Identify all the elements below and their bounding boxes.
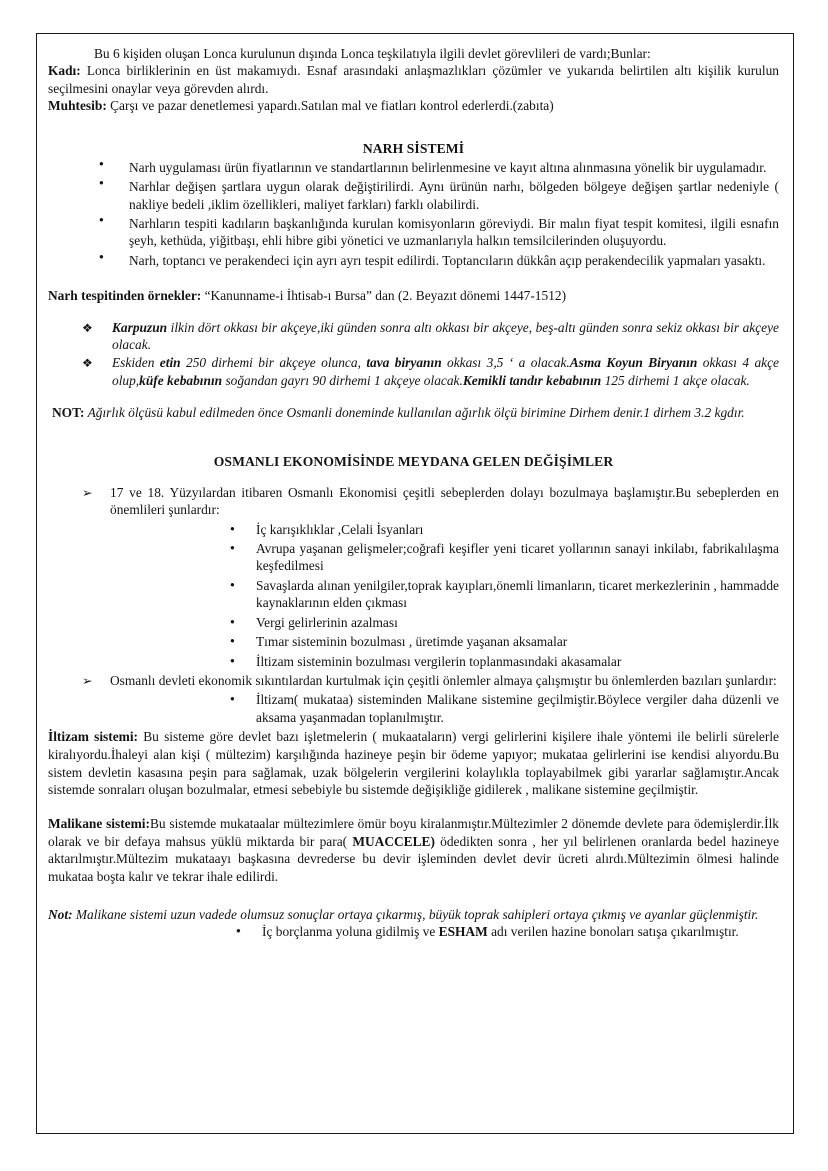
kadi-label: Kadı: xyxy=(48,63,81,79)
example-item-1 xyxy=(112,319,779,354)
seg: 125 dirhemi 1 akçe olacak. xyxy=(601,372,750,388)
diamond-bullet-icon xyxy=(82,354,112,372)
list-item xyxy=(48,672,779,689)
cause-text: Avrupa yaşanan gelişmeler;coğrafi keşifler yeni ticaret yollarının sanayi inkilabı, fabrikalılaşma keşfedilmesi xyxy=(256,541,779,574)
seg: küfe kebabının xyxy=(139,372,223,388)
final-note-paragraph xyxy=(48,906,779,924)
disc-bullet-icon xyxy=(230,633,256,650)
seg: Asma Koyun Biryanın xyxy=(569,355,698,371)
narh-bullet-list xyxy=(48,159,779,270)
document-page xyxy=(36,33,794,1134)
osmanli-arrow-text-2: Osmanlı devleti ekonomik sıkıntılardan kurtulmak için çeşitli önlemler almaya çalışmıştır bu önlemlerden bazıları şunlardır: xyxy=(110,672,777,688)
final-note-text: Malikane sistemi uzun vadede olumsuz sonuçlar ortaya çıkarmış, büyük toprak sahipleri ortaya çıkmış ve ayanlar güçlenmiştir. xyxy=(72,906,759,922)
narh-bullet-text: Narhlar değişen şartlara uygun olarak değiştirilirdi. Aynı ürünün narhı, bölgeden bölgeye değişen şartlar nedeniyle ( nakliye bedeli ,iklim özellikleri, maliyet farkları) farklı olabilirdi. xyxy=(129,179,779,212)
malikane-text-2: ödedikten sonra , her yıl belirlenen oranlarda bedel hazineye aktarılmıştır.Mültezim mukataayı başkasına devrederse bu devir işleminden devlet devir ücreti alırdı.Mültezimin ölmesi halinde mukataa boşta kalır ve tekrar ihale edilirdi. xyxy=(48,833,780,885)
esham-pre: İç borçlanma yoluna gidilmiş ve xyxy=(262,924,439,940)
list-item xyxy=(48,923,779,940)
list-item xyxy=(48,159,779,176)
cause-text: İç karışıklıklar ,Celali İsyanları xyxy=(256,521,424,537)
list-item xyxy=(48,319,779,354)
examples-bullet-list xyxy=(48,319,779,390)
seg: soğandan gayrı 90 dirhemi 1 akçeye olacak. xyxy=(222,372,463,388)
osmanli-measures-list xyxy=(48,691,779,726)
list-item xyxy=(48,252,779,269)
muaccele-term: MUACCELE) xyxy=(347,833,435,849)
esham-term: ESHAM xyxy=(438,924,488,940)
disc-bullet-icon xyxy=(99,215,129,229)
malikane-label: Malikane sistemi: xyxy=(48,815,150,831)
weight-note-text: Ağırlık ölçüsü kabul edilmeden önce Osmanli doneminde kullanılan ağırlık ölçü birimine Dirhem denir.1 dirhem 3.2 kgdır. xyxy=(84,405,745,421)
list-item xyxy=(48,633,779,650)
example-item-2 xyxy=(112,354,779,389)
document-content xyxy=(37,34,793,941)
disc-bullet-icon xyxy=(236,923,262,940)
list-item xyxy=(48,354,779,389)
disc-bullet-icon xyxy=(230,577,256,594)
esham-list xyxy=(48,923,779,940)
osmanli-causes-list xyxy=(48,521,779,670)
osmanli-arrow-text-1: 17 ve 18. Yüzyılardan itibaren Osmanlı Ekonomisi çeşitli sebeplerden dolayı bozulmaya başlamıştır.Bu sebeplerden en önemlileri şunlardır: xyxy=(110,484,779,518)
list-item xyxy=(48,577,779,612)
muhtesib-label: Muhtesib: xyxy=(48,98,107,114)
disc-bullet-icon xyxy=(230,691,256,708)
list-item xyxy=(48,178,779,213)
diamond-bullet-icon xyxy=(82,319,112,337)
list-item xyxy=(48,521,779,538)
list-item xyxy=(48,614,779,631)
list-item xyxy=(48,215,779,250)
kadi-paragraph xyxy=(48,62,779,97)
list-item xyxy=(48,653,779,670)
osmanli-section-title: OSMANLI EKONOMİSİNDE MEYDANA GELEN DEĞİŞİMLER xyxy=(213,453,614,469)
disc-bullet-icon xyxy=(230,614,256,631)
seg: etin xyxy=(159,355,181,371)
final-note-label: Not: xyxy=(48,906,73,922)
list-item xyxy=(48,540,779,575)
seg: okkası 3,5 ‘ a olacak. xyxy=(441,355,570,371)
weight-note-label: NOT: xyxy=(52,405,85,421)
weight-note xyxy=(48,404,779,421)
intro-first-line: Bu 6 kişiden oluşan Lonca kurulunun dışında Lonca teşkilatıyla ilgili devlet görevlileri de vardı;Bunlar: xyxy=(94,46,651,61)
iltizam-text: Bu sisteme göre devlet bazı işletmelerin ( mukaataların) vergi gelirlerini kişilere ihale yöntemi ile belirli sürelerle kiralıyordu.İhaleyi alan kişi ( mültezim) karşılığında hazineye peşin bir ödeme yapıyor; mukataa gelirlerini ise kendisi alıyordu.Bu sistem devletin kasasına peşin para sağlamak, uzak bölgelerin vergilerini kolaylıkla toplayabilmek gibi yararlar sağlamıştır.Ancak sistemde sonraları oluşan bozulmalar, etmesi sebebiyle bu sistemde değişikliğe gidilerek , malikane sistemine geçilmiştir. xyxy=(48,729,780,798)
esham-text xyxy=(262,923,779,940)
list-item xyxy=(48,484,779,519)
narh-section-title: NARH SİSTEMİ xyxy=(362,140,465,156)
narh-bullet-text: Narhların tespiti kadıların başkanlığında kurulan komisyonların göreviydi. Bir malın fiyat tespit komitesi, ilgili esnafın şeyh, kethüda, yiğitbaşı, ehli hibre gibi yönetici ve uzmanlarıyla halkın temsilcilerinden oluşuyordu. xyxy=(129,215,779,249)
narh-bullet-text: Narh uygulaması ürün fiyatlarının ve standartlarının belirlenmesine ve kayıt altına alınmasına yönelik bir uygulamadır. xyxy=(129,159,767,175)
narh-bullet-text: Narh, toptancı ve perakendeci için ayrı ayrı tespit edilirdi. Toptancıların dükkân açıp perakendecilik yapmaları yasaktı. xyxy=(129,252,766,268)
kadi-text: Lonca birliklerinin en üst makamıydı. Esnaf arasındaki anlaşmazlıkları çözümler ve yukarıda belirtilen altı kişilik kurulun seçilmesini onaylar veya görevden alırdı. xyxy=(48,63,779,96)
seg: 250 dirhemi bir akçeye olunca, xyxy=(180,355,367,371)
list-item xyxy=(48,691,779,726)
seg: Kemikli tandır kebabının xyxy=(462,372,602,388)
osmanli-arrow-list-1 xyxy=(48,484,779,519)
cause-text: Vergi gelirlerinin azalması xyxy=(256,614,398,630)
esham-post: adı verilen hazine bonoları satışa çıkarılmıştır. xyxy=(487,924,739,940)
seg: okkası 4 akçe olup, xyxy=(112,355,779,388)
iltizam-paragraph xyxy=(48,728,779,799)
measure-text: İltizam( mukataa) sisteminden Malikane sistemine geçilmiştir.Böylece vergiler daha düzenli ve aksama yaşanmadan toplanılmıştır. xyxy=(256,692,779,725)
seg: tava biryanın xyxy=(366,355,442,371)
disc-bullet-icon xyxy=(230,653,256,670)
disc-bullet-icon xyxy=(230,521,256,538)
example-1-lead: Karpuzun xyxy=(112,319,168,335)
example-1-rest: ilkin dört okkası bir akçeye,iki günden sonra altı okkası bir akçeye, beş-altı günden sonra sekiz okkası bir akçeye olacak. xyxy=(112,319,779,353)
disc-bullet-icon xyxy=(99,178,129,192)
examples-heading xyxy=(48,287,779,304)
malikane-text-1: Bu sistemde mukataalar mültezimlere ömür boyu kiralanmıştır.Mültezimler 2 dönemde devlete para ödemişlerdir.İlk olarak ve bir defaya mahsus yüklü miktarda bir para( xyxy=(48,815,779,849)
muhtesib-paragraph xyxy=(48,97,779,114)
seg: Eskiden xyxy=(112,355,160,371)
disc-bullet-icon xyxy=(230,540,256,557)
muhtesib-text: Çarşı ve pazar denetlemesi yapardı.Satılan mal ve fiatları kontrol ederlerdi.(zabıta) xyxy=(106,98,554,114)
disc-bullet-icon xyxy=(99,159,129,173)
disc-bullet-icon xyxy=(99,252,129,266)
examples-heading-rest: “Kanunname-i İhtisab-ı Bursa” dan (2. Beyazıt dönemi 1447-1512) xyxy=(201,288,567,304)
arrow-bullet-icon xyxy=(82,484,110,501)
iltizam-label: İltizam sistemi: xyxy=(48,729,139,745)
cause-text: Tımar sisteminin bozulması , üretimde yaşanan aksamalar xyxy=(256,634,568,650)
arrow-bullet-icon xyxy=(82,672,110,689)
malikane-paragraph xyxy=(48,815,779,886)
cause-text: İltizam sisteminin bozulması vergilerin toplanmasındaki akasamalar xyxy=(256,653,622,669)
cause-text: Savaşlarda alınan yenilgiler,toprak kayıpları,önemli limanların, ticaret merkezlerinin , hammadde kaynaklarının elden çıkması xyxy=(256,577,779,611)
examples-heading-label: Narh tespitinden örnekler: xyxy=(48,288,202,304)
osmanli-arrow-list-2 xyxy=(48,672,779,689)
